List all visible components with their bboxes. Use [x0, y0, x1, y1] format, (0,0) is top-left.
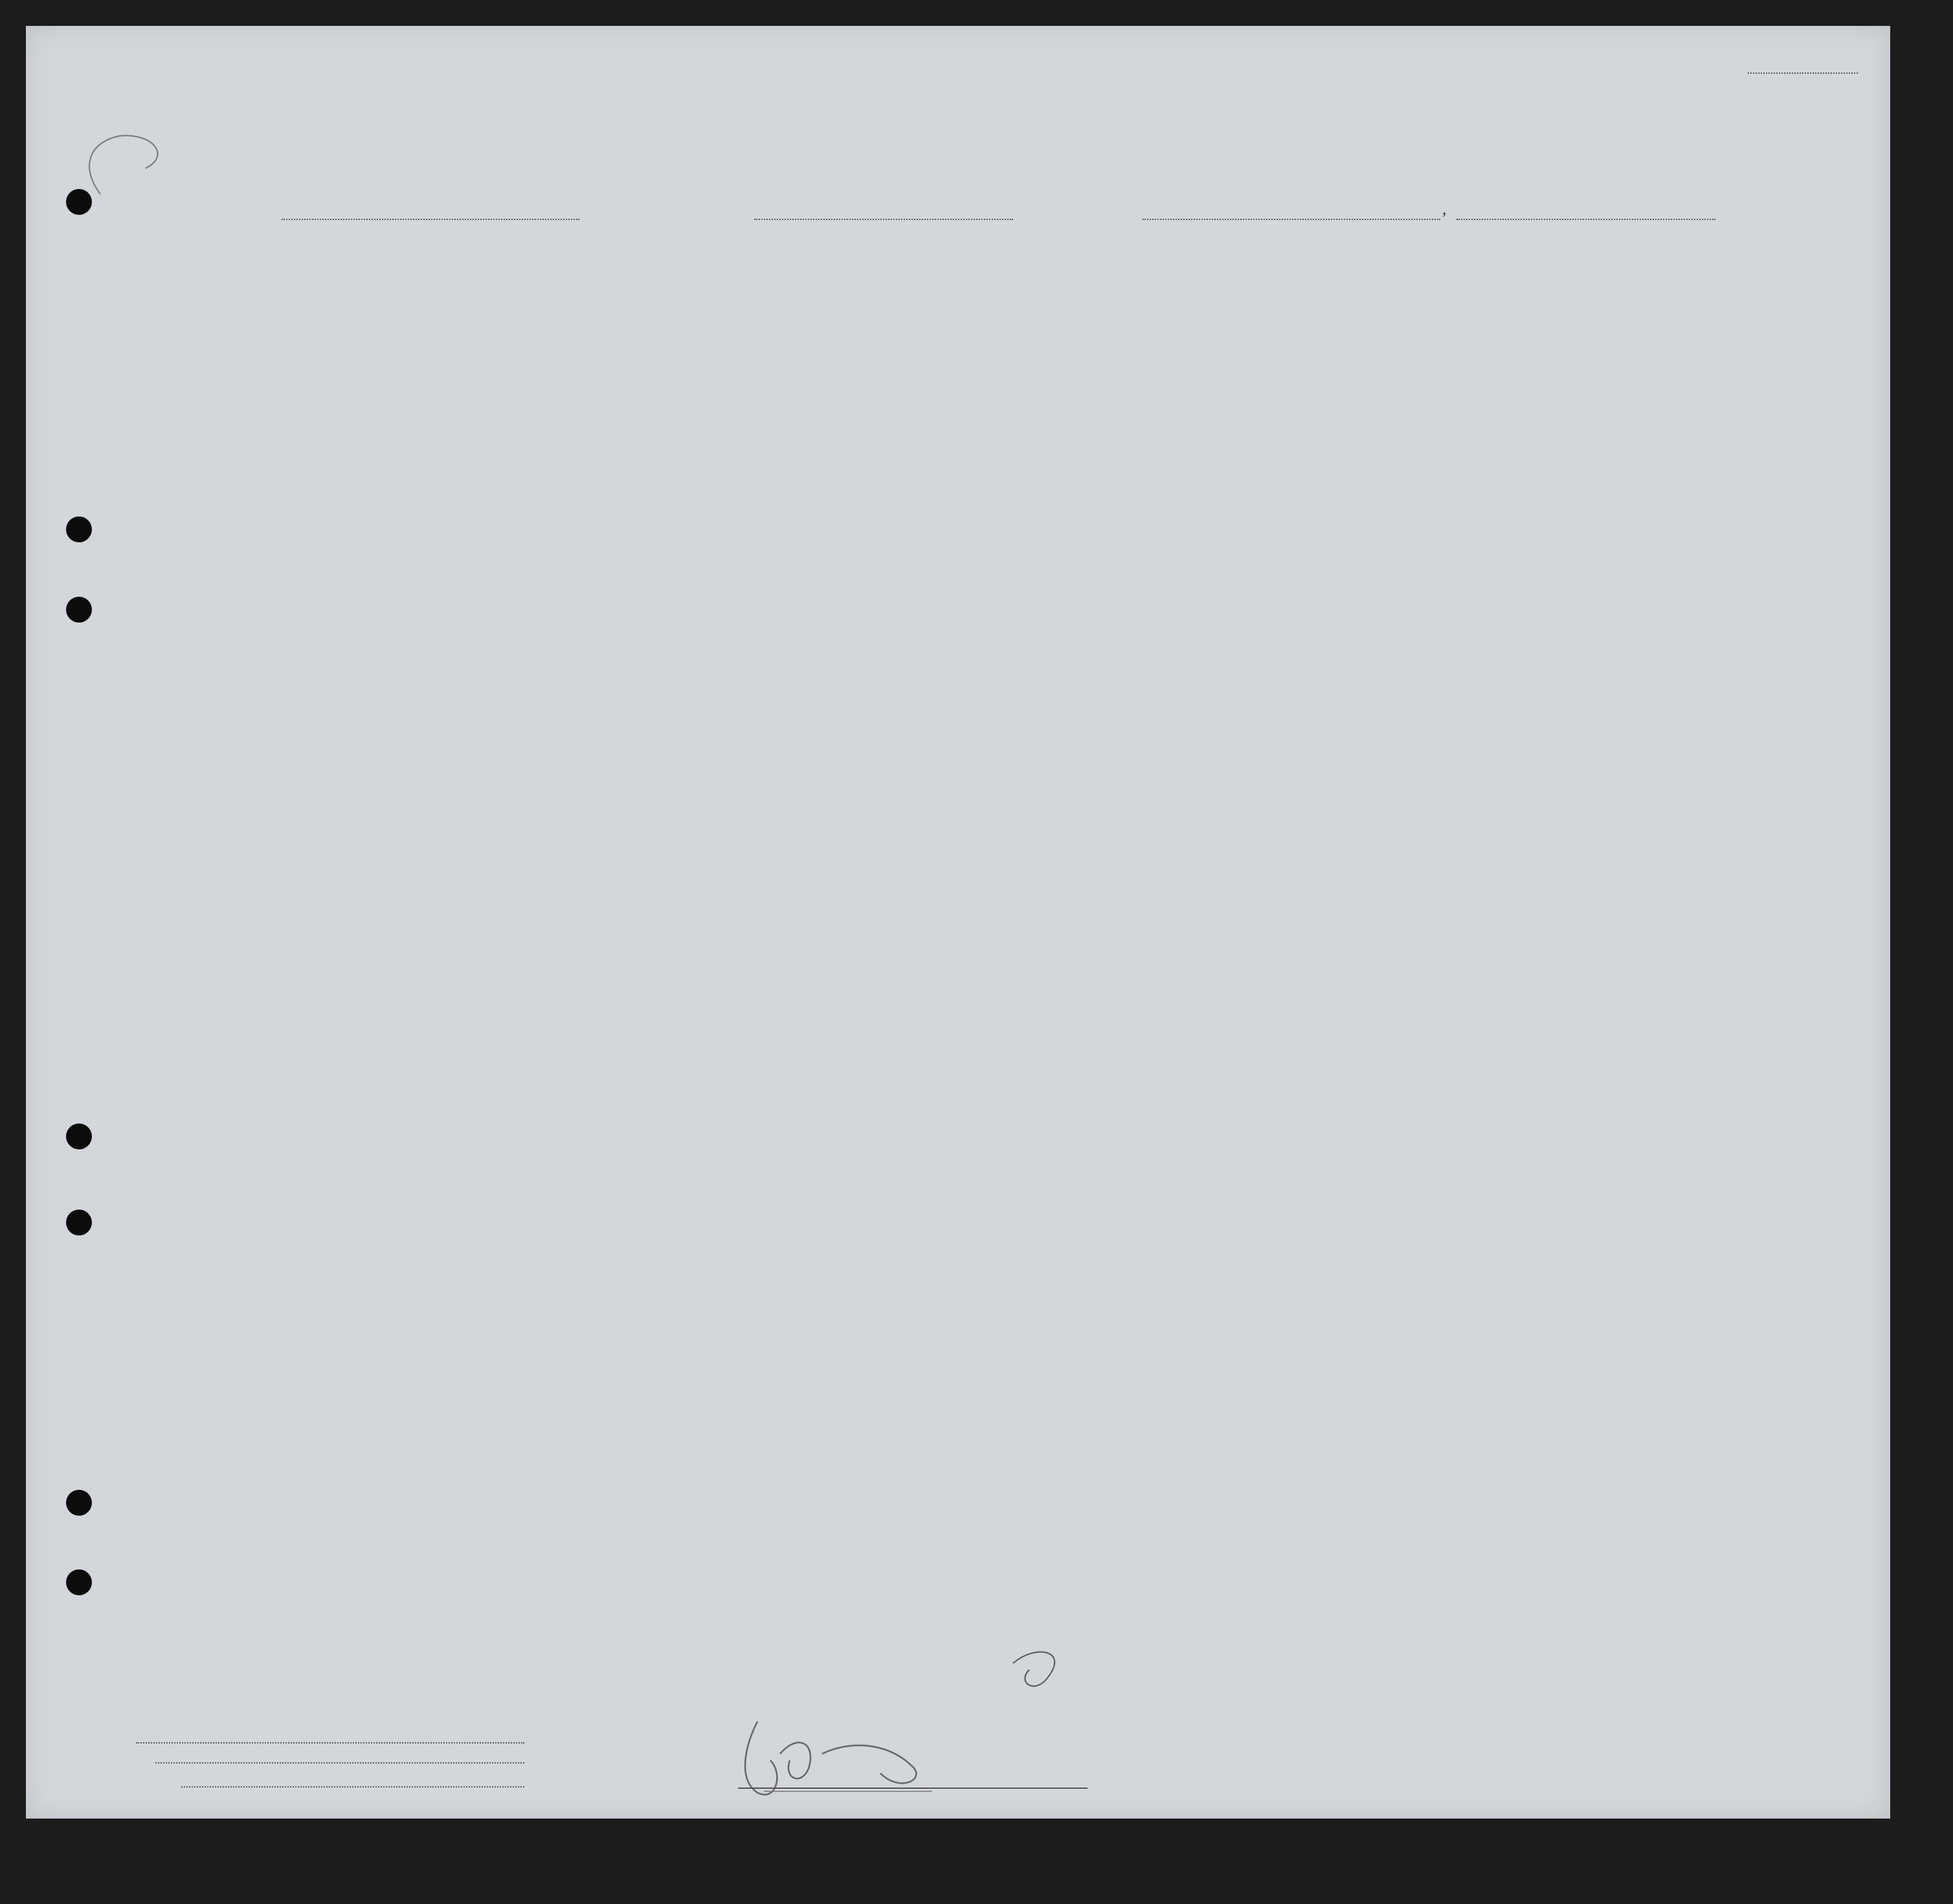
sheet-number-line [1748, 72, 1858, 74]
punch-hole [66, 1490, 92, 1516]
panama-margin-note [74, 116, 204, 214]
owners-fill [155, 1762, 524, 1764]
punch-hole [66, 597, 92, 623]
sailing-port-line [754, 219, 1013, 220]
punch-hole [66, 516, 92, 542]
punch-hole [66, 1569, 92, 1595]
inspector-line [738, 1788, 1088, 1789]
line-fill [136, 1742, 524, 1743]
date-line [1456, 219, 1715, 220]
punch-hole [66, 1210, 92, 1235]
vessel-name-line [282, 219, 579, 220]
punch-hole [66, 1124, 92, 1149]
inspector-signature [719, 1696, 952, 1812]
manifest-sheet [26, 26, 1890, 1819]
comma: , [1442, 201, 1447, 218]
arriving-port-line [1143, 219, 1440, 220]
agents-fill [181, 1786, 524, 1788]
handwritten-total [1010, 1637, 1372, 1715]
